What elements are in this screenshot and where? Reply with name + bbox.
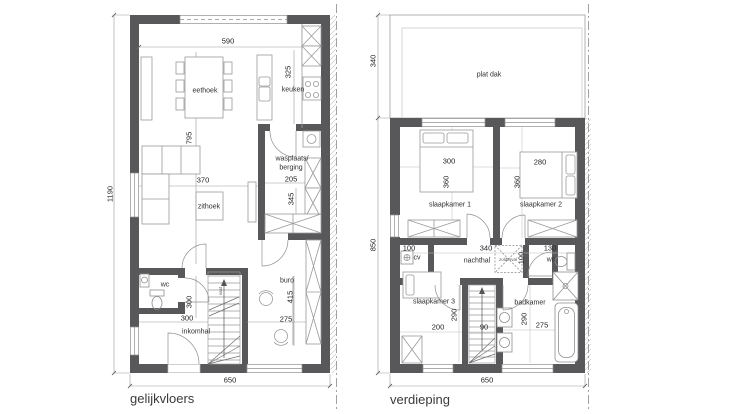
dim-wc-depth: 300 [184, 295, 194, 309]
bedroom2-furniture [520, 152, 577, 237]
label-zithoek: zithoek [197, 203, 221, 211]
dim-stairs-width: 90 [479, 322, 489, 332]
sink-icon [259, 77, 270, 86]
label-inkomhal: inkomhal [181, 328, 211, 336]
toilet-icon [150, 290, 164, 296]
sitting-area-furniture [142, 146, 256, 224]
dim-zolderval-depth: 100 [516, 251, 526, 265]
dim-sk2-width: 280 [533, 157, 547, 167]
ground-floor-title: gelijkvloers [130, 391, 195, 406]
dim-total-width-left: 650 [223, 375, 237, 385]
label-keuken: keuken [281, 86, 305, 94]
dim-keuken-depth: 325 [283, 65, 293, 79]
ground-floor-plan [112, 4, 337, 410]
washing-machine-icon [303, 131, 320, 147]
dim-zithoek-width: 370 [196, 175, 210, 185]
dining-set [141, 57, 232, 120]
label-berging: berging [279, 164, 303, 172]
dim-badkamer-depth: 290 [519, 312, 529, 326]
label-plat-dak: plat dak [476, 71, 502, 79]
dim-leefruimte-depth: 795 [184, 131, 194, 145]
dim-buro-width: 275 [279, 314, 293, 324]
label-wc-ground: wc [160, 281, 170, 289]
label-slaapkamer2: slaapkamer 2 [519, 201, 563, 209]
dim-sk3-width: 200 [431, 322, 445, 332]
dim-floor-depth: 850 [368, 238, 378, 252]
dim-roof-depth: 340 [368, 54, 378, 68]
label-nachthal: nachthal [463, 257, 491, 265]
dim-inkomhal-width: 300 [180, 313, 194, 323]
dim-nachthal-width: 340 [479, 243, 493, 253]
party-wall-hatch-left [330, 15, 336, 373]
stairs-arrow-icon [479, 287, 485, 294]
flat-roof-outline [390, 15, 585, 118]
dim-cv-width: 100 [402, 243, 416, 253]
sofa-icon [142, 146, 200, 174]
dim-buro-depth: 415 [285, 290, 295, 304]
label-slaapkamer1: slaapkamer 1 [428, 201, 472, 209]
label-cv: cv [413, 254, 421, 262]
dim-wasplaats-width: 205 [284, 174, 298, 184]
label-wasplaats: wasplaats/ [275, 155, 309, 163]
party-wall-hatch-right [585, 118, 591, 373]
dim-total-width-right: 650 [480, 375, 494, 385]
label-buro: buro [279, 277, 295, 285]
dim-sk2-depth: 360 [512, 175, 522, 189]
label-badkamer: badkamer [514, 299, 546, 307]
label-slaapkamer3: slaapkamer 3 [412, 298, 456, 306]
label-eethoek: eethoek [192, 87, 218, 95]
label-zolderval: zolderval [498, 256, 518, 262]
desk-chair-icon [275, 330, 288, 343]
dim-badkamer-width: 275 [535, 320, 549, 330]
desk-chair-icon [260, 293, 273, 306]
stairs-ground [208, 272, 240, 364]
tv-cabinet-icon [248, 182, 256, 222]
dim-sk1-width: 300 [442, 156, 456, 166]
dim-sk1-depth: 360 [441, 175, 451, 189]
dim-sk3-depth: 290 [449, 308, 459, 322]
dim-total-height: 1190 [105, 185, 115, 203]
wc-fixtures-ground [140, 274, 164, 310]
stairs-arrow-icon [221, 279, 227, 286]
stairs-note: vast [217, 286, 223, 296]
dim-wc-width: 130 [543, 243, 557, 253]
dim-top-width: 590 [221, 36, 235, 46]
dim-wasplaats-depth: 345 [286, 192, 296, 206]
bathroom-fixtures [497, 272, 578, 362]
toilet-icon [567, 253, 575, 270]
label-wc-upper: wc [546, 256, 556, 264]
upper-floor-title: verdieping [390, 392, 450, 407]
